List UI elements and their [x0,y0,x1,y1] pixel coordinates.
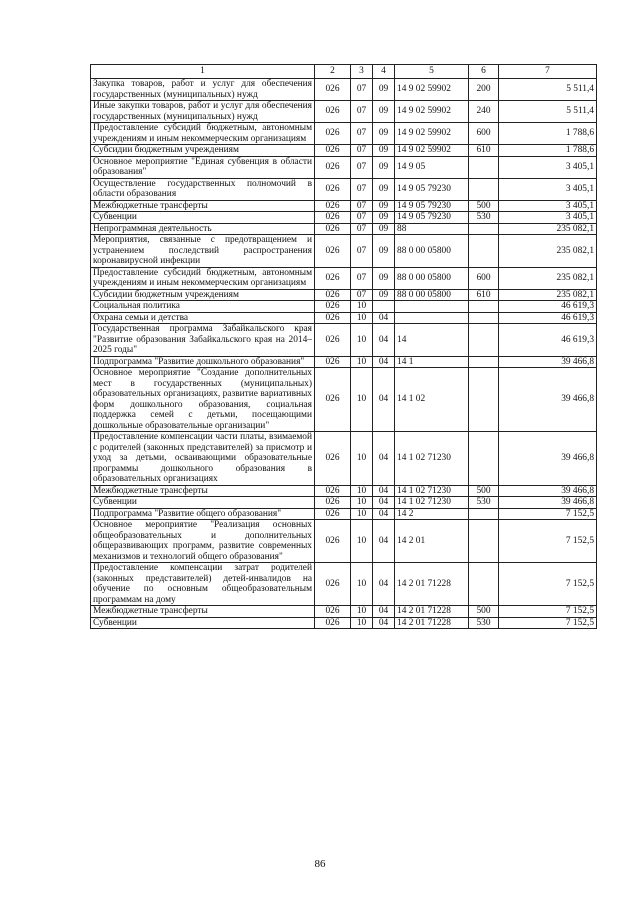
table-row [91,508,597,520]
row-section: 10 [351,617,373,629]
row-subsection: 09 [373,79,395,101]
row-target-article: 14 9 05 79230 [395,178,469,200]
row-expense-type [469,223,499,235]
row-name: Межбюджетные трансферты [91,485,315,497]
row-section: 10 [351,485,373,497]
table-row [91,223,597,235]
row-section: 10 [351,312,373,324]
row-expense-type [469,312,499,324]
row-name: Подпрограмма "Развитие общего образования" [91,508,315,520]
row-name: Предоставление субсидий бюджетным, автономным учреждениям и иным некоммерческим организациям [91,123,315,145]
row-amount: 39 466,8 [499,485,597,497]
row-amount: 3 405,1 [499,178,597,200]
row-admin-code: 026 [315,432,351,486]
row-expense-type [469,563,499,606]
table-row [91,312,597,324]
row-admin-code: 026 [315,101,351,123]
table-row [91,267,597,289]
row-admin-code: 026 [315,356,351,368]
row-subsection: 09 [373,223,395,235]
table-row [91,212,597,224]
row-admin-code: 026 [315,520,351,563]
row-subsection: 04 [373,606,395,618]
table-row [91,123,597,145]
row-target-article: 14 1 02 71230 [395,485,469,497]
row-admin-code: 026 [315,563,351,606]
row-subsection: 04 [373,563,395,606]
row-amount: 235 082,1 [499,267,597,289]
row-target-article: 14 2 01 71228 [395,563,469,606]
row-expense-type: 200 [469,79,499,101]
row-admin-code: 026 [315,156,351,178]
header-col-1: 1 [91,65,315,79]
row-expense-type: 530 [469,617,499,629]
header-col-2: 2 [315,65,351,79]
row-amount: 5 511,4 [499,79,597,101]
row-subsection: 04 [373,368,395,432]
row-section: 07 [351,123,373,145]
row-admin-code: 026 [315,212,351,224]
row-amount: 3 405,1 [499,156,597,178]
row-section: 07 [351,200,373,212]
row-target-article: 88 0 00 05800 [395,289,469,301]
row-amount: 39 466,8 [499,368,597,432]
row-section: 10 [351,301,373,313]
row-section: 10 [351,324,373,357]
row-name: Предоставление компенсации затрат родителей (законных представителей) детей-инвалидов на обучение по основным общеобразовательным программам на дому [91,563,315,606]
row-section: 10 [351,606,373,618]
row-subsection: 09 [373,156,395,178]
row-subsection: 09 [373,212,395,224]
row-expense-type [469,508,499,520]
row-admin-code: 026 [315,178,351,200]
row-name: Осуществление государственных полномочий в области образования [91,178,315,200]
row-amount: 7 152,5 [499,508,597,520]
row-section: 07 [351,101,373,123]
row-target-article: 14 1 02 [395,368,469,432]
table-row [91,368,597,432]
row-target-article: 14 9 02 59902 [395,79,469,101]
row-amount: 235 082,1 [499,235,597,268]
table-row [91,606,597,618]
row-section: 10 [351,520,373,563]
table-row [91,79,597,101]
table-row [91,324,597,357]
row-subsection: 09 [373,267,395,289]
row-section: 07 [351,235,373,268]
row-name: Основное мероприятие "Реализация основных общеобразовательных и дополнительных общеразвивающих программ, развитие современных механизмов и технологий общего образования" [91,520,315,563]
row-target-article: 14 2 01 [395,520,469,563]
row-name: Основное мероприятие "Единая субвенция в области образования" [91,156,315,178]
row-name: Иные закупки товаров, работ и услуг для обеспечения государственных (муниципальных) нужд [91,101,315,123]
row-amount: 7 152,5 [499,606,597,618]
table-row [91,289,597,301]
row-name: Субсидии бюджетным учреждениям [91,145,315,157]
table-row [91,235,597,268]
row-admin-code: 026 [315,235,351,268]
header-col-3: 3 [351,65,373,79]
row-amount: 46 619,3 [499,312,597,324]
row-name: Закупка товаров, работ и услуг для обеспечения государственных (муниципальных) нужд [91,79,315,101]
row-name: Субвенции [91,617,315,629]
row-section: 07 [351,156,373,178]
row-subsection: 09 [373,235,395,268]
row-name: Охрана семьи и детства [91,312,315,324]
row-target-article: 14 9 02 59902 [395,123,469,145]
row-target-article: 14 9 02 59902 [395,145,469,157]
row-amount: 235 082,1 [499,223,597,235]
row-expense-type: 530 [469,212,499,224]
row-section: 10 [351,432,373,486]
row-amount: 1 788,6 [499,123,597,145]
row-admin-code: 026 [315,267,351,289]
row-section: 07 [351,267,373,289]
row-expense-type: 610 [469,289,499,301]
row-subsection: 04 [373,485,395,497]
row-target-article: 14 9 05 79230 [395,212,469,224]
header-col-6: 6 [469,65,499,79]
table-row [91,200,597,212]
row-name: Государственная программа Забайкальского края "Развитие образования Забайкальского края на 2014–2025 годы" [91,324,315,357]
row-subsection: 09 [373,200,395,212]
row-target-article: 14 1 02 71230 [395,497,469,509]
row-expense-type: 240 [469,101,499,123]
row-admin-code: 026 [315,312,351,324]
row-subsection: 09 [373,178,395,200]
row-amount: 46 619,3 [499,324,597,357]
row-expense-type: 600 [469,123,499,145]
row-name: Основное мероприятие "Создание дополнительных мест в государственных (муниципальных) образовательных организациях, развитие вариативных форм дошкольного образования, социальная поддержка семей с детьми, посещающими дошкольные образовательные организации" [91,368,315,432]
row-name: Субвенции [91,497,315,509]
row-subsection: 04 [373,324,395,357]
page-number: 86 [314,858,326,870]
row-admin-code: 026 [315,79,351,101]
row-name: Межбюджетные трансферты [91,200,315,212]
row-subsection [373,301,395,313]
row-section: 10 [351,368,373,432]
row-subsection: 04 [373,312,395,324]
row-section: 07 [351,223,373,235]
row-admin-code: 026 [315,485,351,497]
table-row [91,301,597,313]
row-subsection: 04 [373,497,395,509]
row-amount: 3 405,1 [499,200,597,212]
row-target-article: 14 2 01 71228 [395,606,469,618]
row-name: Социальная политика [91,301,315,313]
row-admin-code: 026 [315,617,351,629]
table-row [91,563,597,606]
row-expense-type: 610 [469,145,499,157]
row-subsection: 09 [373,101,395,123]
row-expense-type: 500 [469,200,499,212]
row-section: 07 [351,289,373,301]
row-amount: 3 405,1 [499,212,597,224]
row-target-article: 14 2 [395,508,469,520]
table-body [91,79,597,629]
row-subsection: 09 [373,289,395,301]
row-section: 10 [351,356,373,368]
row-expense-type [469,235,499,268]
row-expense-type: 530 [469,497,499,509]
table-row [91,145,597,157]
row-admin-code: 026 [315,223,351,235]
row-amount: 5 511,4 [499,101,597,123]
row-target-article: 14 2 01 71228 [395,617,469,629]
row-name: Предоставление субсидий бюджетным, автономным учреждениям и иным некоммерческим организациям [91,267,315,289]
row-amount: 7 152,5 [499,617,597,629]
row-name: Мероприятия, связанные с предотвращением и устранением последствий распространения коронавирусной инфекции [91,235,315,268]
row-section: 07 [351,145,373,157]
row-target-article: 88 0 00 05800 [395,267,469,289]
row-admin-code: 026 [315,497,351,509]
row-admin-code: 026 [315,123,351,145]
row-target-article: 14 9 05 [395,156,469,178]
row-expense-type [469,324,499,357]
row-target-article [395,301,469,313]
row-admin-code: 026 [315,145,351,157]
row-admin-code: 026 [315,368,351,432]
row-name: Предоставление компенсации части платы, взимаемой с родителей (законных представителей) за присмотр и уход за детьми, осваивающими образовательные программы дошкольного образования в образовательных организациях [91,432,315,486]
row-subsection: 09 [373,123,395,145]
row-subsection: 04 [373,617,395,629]
row-name: Непрограммная деятельность [91,223,315,235]
row-admin-code: 026 [315,508,351,520]
header-col-5: 5 [395,65,469,79]
table-row [91,520,597,563]
row-subsection: 04 [373,432,395,486]
row-subsection: 04 [373,356,395,368]
row-subsection: 04 [373,508,395,520]
table-row [91,101,597,123]
row-amount: 39 466,8 [499,356,597,368]
row-expense-type [469,156,499,178]
row-section: 07 [351,178,373,200]
header-col-4: 4 [373,65,395,79]
row-section: 07 [351,212,373,224]
row-amount: 7 152,5 [499,520,597,563]
row-target-article: 88 [395,223,469,235]
table-row [91,156,597,178]
row-target-article: 14 1 02 71230 [395,432,469,486]
row-target-article: 14 9 02 59902 [395,101,469,123]
row-expense-type [469,178,499,200]
table-header-row [91,65,597,79]
row-name: Субсидии бюджетным учреждениям [91,289,315,301]
row-target-article [395,312,469,324]
row-expense-type [469,520,499,563]
header-col-7: 7 [499,65,597,79]
row-admin-code: 026 [315,301,351,313]
table-row [91,432,597,486]
row-admin-code: 026 [315,289,351,301]
row-expense-type [469,368,499,432]
row-name: Субвенции [91,212,315,224]
row-target-article: 14 1 [395,356,469,368]
row-target-article: 14 9 05 79230 [395,200,469,212]
row-expense-type [469,432,499,486]
row-amount: 7 152,5 [499,563,597,606]
row-admin-code: 026 [315,324,351,357]
row-section: 10 [351,563,373,606]
row-expense-type [469,356,499,368]
row-expense-type: 500 [469,485,499,497]
row-section: 10 [351,508,373,520]
row-amount: 235 082,1 [499,289,597,301]
row-section: 07 [351,79,373,101]
row-expense-type [469,301,499,313]
row-subsection: 09 [373,145,395,157]
table-row [91,497,597,509]
row-target-article: 88 0 00 05800 [395,235,469,268]
table-row [91,178,597,200]
table-row [91,485,597,497]
row-name: Подпрограмма "Развитие дошкольного образования" [91,356,315,368]
row-subsection: 04 [373,520,395,563]
row-expense-type: 600 [469,267,499,289]
row-admin-code: 026 [315,200,351,212]
row-expense-type: 500 [469,606,499,618]
row-name: Межбюджетные трансферты [91,606,315,618]
row-amount: 46 619,3 [499,301,597,313]
table-row [91,617,597,629]
row-amount: 39 466,8 [499,432,597,486]
row-amount: 1 788,6 [499,145,597,157]
row-target-article: 14 [395,324,469,357]
row-amount: 39 466,8 [499,497,597,509]
row-admin-code: 026 [315,606,351,618]
budget-table [90,64,597,629]
row-section: 10 [351,497,373,509]
table-row [91,356,597,368]
